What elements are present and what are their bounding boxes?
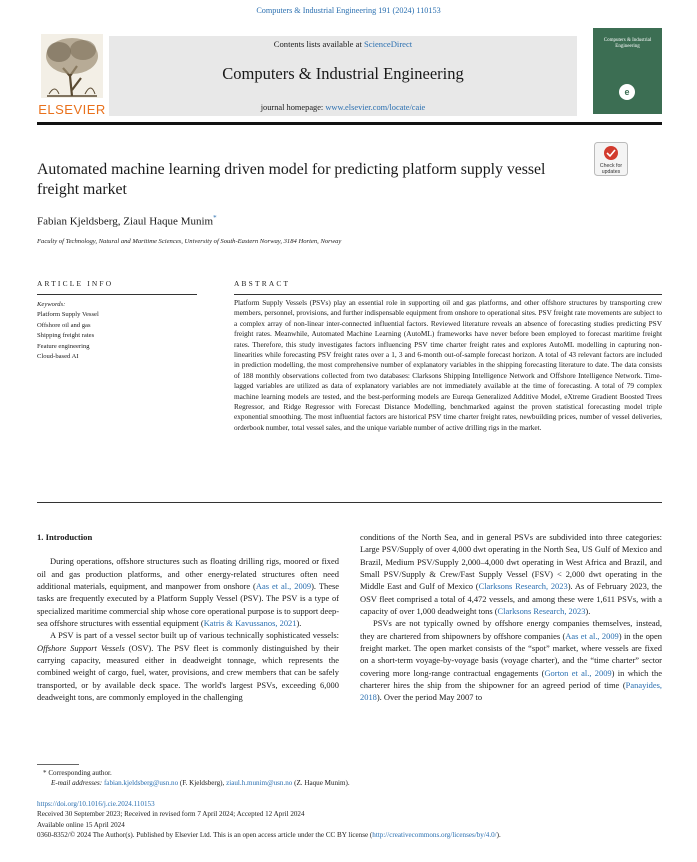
affiliation: Faculty of Technology, Natural and Maritime Sciences, University of South-Eastern Norway, 3184 Horten, Norway (37, 238, 342, 245)
keyword-item: Offshore oil and gas (37, 321, 91, 329)
keyword-item: Platform Supply Vessel (37, 311, 99, 319)
journal-logo-icon: e (619, 84, 635, 100)
abstract-heading: ABSTRACT (234, 279, 291, 288)
cover-title: Computers & Industrial Engineering (603, 38, 652, 49)
sciencedirect-link[interactable]: ScienceDirect (364, 39, 413, 49)
author-name[interactable]: Ziaul Haque Munim (123, 215, 214, 228)
journal-reference[interactable]: Computers & Industrial Engineering 191 (2024) 110153 (256, 6, 441, 15)
homepage-line: journal homepage: www.elsevier.com/locate/caie (260, 103, 426, 112)
paper-title: Automated machine learning driven model for predicting platform supply vessel freight market (37, 161, 546, 198)
left-column (37, 531, 339, 745)
doi-link[interactable]: https://doi.org/10.1016/j.cie.2024.110153 (37, 800, 155, 808)
keywords-label: Keywords: (37, 301, 66, 308)
keyword-item: Feature engineering (37, 342, 90, 350)
check-for-updates-button[interactable] (594, 142, 628, 176)
elsevier-wordmark: ELSEVIER (38, 102, 106, 117)
citation-link[interactable]: Aas et al., 2009 (255, 581, 312, 592)
citation-link[interactable]: Clarksons Research, 2023 (497, 606, 586, 617)
journal-title: Computers & Industrial Engineering (222, 64, 464, 83)
contents-line: Contents lists available at ScienceDirect (273, 39, 413, 49)
citation-link[interactable]: Clarksons Research, 2023 (478, 581, 568, 592)
author-list: Fabian Kjeldsberg, Ziaul Haque Munim* (37, 214, 217, 228)
article-footer (37, 799, 677, 841)
check-updates-line1: Check for (599, 163, 623, 169)
corresponding-author-note: * Corresponding author. (43, 769, 112, 777)
available-online: Available online 15 April 2024 (37, 820, 125, 829)
author-name[interactable]: Fabian Kjeldsberg (37, 215, 118, 228)
right-column (360, 531, 662, 745)
paragraph: PSVs are not typically owned by offshore energy companies themselves, instead, they are chartered from shipowners by offshore companies (Aas et al., 2009) in the open freight market. The open market consists of the “spot” market, where vessels are fixed on a short-term voyage-by-voyage basis (voyage charter), and the “time charter” sector covering more long-range contractual engagements (Gorton et al., 2009) in which the charterer hires the ship from the shipowner for an agreed period of time (Panayides, 2018). Over the period May 2007 to (360, 618, 662, 703)
license-link[interactable]: http://creativecommons.org/licenses/by/4.0/ (372, 831, 497, 840)
section-heading-introduction: 1. Introduction (37, 532, 93, 542)
paragraph: A PSV is part of a vessel sector built up of various technically sophisticated vessels: Offshore Support Vessels (OSV). The PSV fleet is commonly distinguished by their carrying capacity, measured either in deadweight tonnage, which represents the combined weight of cargo, fuel, water, provisions, and crew members that can be safely transported, or by available deck space. The world's largest PSVs, exceeding 6,000 deadweight tons, are commonly employed in the challenging (37, 630, 339, 703)
email-note: E-mail addresses: fabian.kjeldsberg@usn.no (F. Kjeldsberg), ziaul.h.munim@usn.no (Z. Haque Munim). (51, 779, 350, 788)
citation-link[interactable]: Aas et al., 2009 (565, 630, 619, 641)
corresponding-author-mark[interactable]: * (213, 214, 217, 222)
footnotes (37, 768, 677, 789)
check-updates-icon (594, 142, 628, 176)
footnote-rule (37, 764, 79, 765)
header-rule (37, 122, 662, 125)
paragraph: During operations, offshore structures such as floating drilling rigs, moored or fixed oil and gas production platforms, and other energy-related structures often need additional materials, equipment, and manpower from onshore (Aas et al., 2009). These tasks are frequently executed by a Platform Supply Vessel (PSV). The PSV is a type of specialized maritime commercial ship whose core operational purpose is to support deep-sea offshore structures with essential equipment (Katris & Kavussanos, 2021). (37, 556, 339, 629)
keywords-block (37, 300, 217, 362)
abstract-rule (234, 294, 662, 295)
article-info-heading: ARTICLE INFO (37, 279, 114, 288)
journal-header-box (109, 36, 577, 116)
keyword-item: Shipping freight rates (37, 332, 95, 340)
email-link[interactable]: fabian.kjeldsberg@usn.no (103, 779, 179, 788)
citation-link[interactable]: Gorton et al., 2009 (544, 667, 612, 678)
check-updates-line2: updates (601, 169, 621, 175)
abstract-bottom-rule (37, 502, 662, 503)
paragraph-continued: conditions of the North Sea, and in general PSVs are subdivided into three categories: Large PSV/Supply of over 4,000 dwt operating in the North Sea, US Gulf of Mexico and Brazil, Medium PSV/Supply 2,000–4,000 dwt operating in West Africa and Brazil, and Small PSV/Supply & Crew/Fast Supply Vessel (FSV) < 2,000 dwt operating in the Middle East and Gulf of Mexico (Clarksons Research, 2023). As of February 2023, the OSV fleet comprised a total of 4,472 vessels, and among these were 1,611 PSVs, with a capacity of over 1,000 deadweight tons (Clarksons Research, 2023). (360, 532, 662, 617)
article-info-rule (37, 294, 197, 295)
keyword-item: Cloud-based AI (37, 353, 79, 361)
homepage-link[interactable]: www.elsevier.com/locate/caie (325, 103, 426, 112)
abstract-text: Platform Supply Vessels (PSVs) play an essential role in supporting oil and gas platforms, and other offshore structures by transporting crew members, personnel, provisions, and further indispensable equipment from onshore to operational sites. PSV freight rate movements are subject to a complex array of non-linear inter-connected influential factors. Reviewed literature reveals an absence of forecasting studies predicting PSV freight rates. Meanwhile, Automated Machine Learning (AutoML) frameworks have never before been employed to forecast maritime freight rates. Therefore, this study investigates factors influencing PSV time charter freight rates and explores AutoML modelling in capturing non-linearities while forecasting PSV freight rates over a 1, 3 and 6-month out-of-sample forecast horizon. A total of 43 relevant factors are included in prediction modelling, the most comprehensive number of explanatory variables in the shipping forecasting literature to date. The data consists of 188 monthly observations collected from two databases: Clarksons Shipping Intelligence Network and Offshore Intelligence Network. Time-lagged variables are utilized as data of explanatory variables are not immediately available at the time of forecasting. A total of 79 complex machine learning models are tested, and the best-performing models are Eureqa Generalized Additive Model, eXtreme Gradient Boosted Trees Regressor, and Ridge Regressor with Forecast Distance Modelling, benchmarked against the proven statistical forecasting model triple exponential smoothing. The most influential factors are historical PSV time charter freight rates, newbuilding prices, number of vessel deliveries, orderbook number, total vessel sales, and the unique variable number of active drilling rigs in the market. (234, 298, 662, 432)
citation-link[interactable]: Panayides, 2018 (360, 680, 662, 703)
license-line: 0360-8352/© 2024 The Author(s). Published by Elsevier Ltd. This is an open access article under the CC BY license (http://creativecommons.org/licenses/by/4.0/). (37, 831, 501, 840)
journal-cover[interactable] (593, 28, 662, 114)
received-dates: Received 30 September 2023; Received in revised form 7 April 2024; Accepted 12 April 2024 (37, 810, 305, 819)
email-link[interactable]: ziaul.h.munim@usn.no (226, 779, 293, 788)
journal-header (37, 28, 662, 120)
citation-link[interactable]: Katris & Kavussanos, 2021 (203, 618, 297, 629)
